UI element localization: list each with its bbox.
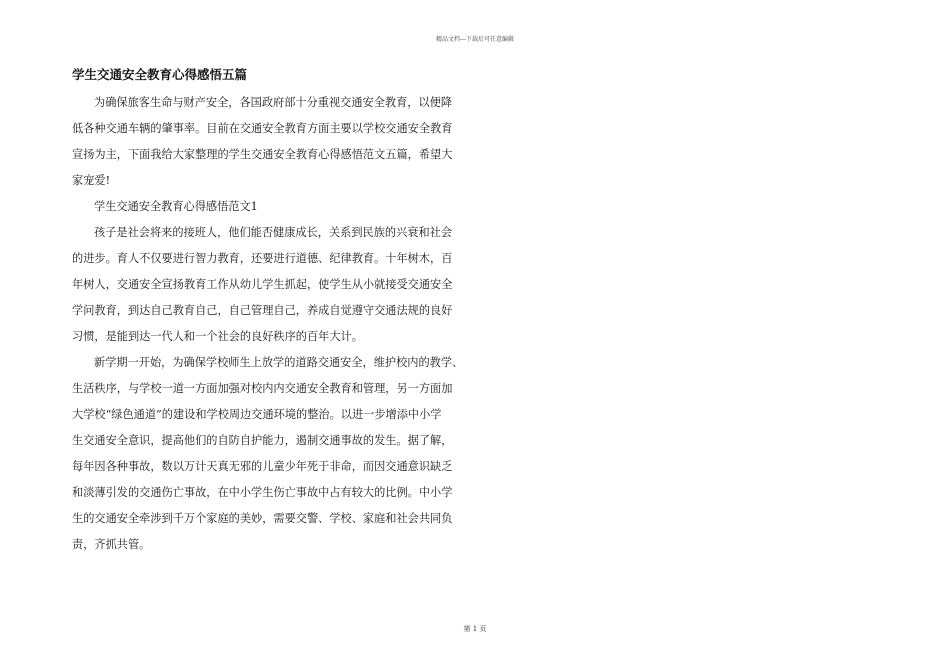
paragraph-line: 宣扬为主，下面我给大家整理的学生交通安全教育心得感悟范文五篇，希望大 [72,148,453,161]
paragraph-line: 每年因各种事故，数以万计天真无邪的儿童少年死于非命，而因交通意识缺乏 [72,460,453,473]
intro-paragraph [72,90,464,194]
paragraph-line: 习惯，是能到达一代人和一个社会的良好秩序的百年大计。 [72,330,363,343]
document-title: 学生交通安全教育心得感悟五篇 [72,67,248,82]
body-paragraph-2 [72,350,464,558]
section-heading: 学生交通安全教育心得感悟范文1 [94,200,258,213]
paragraph-line: 生交通安全意识，提高他们的自防自护能力，遏制交通事故的发生。据了解， [72,434,453,447]
paragraph-line: 为确保旅客生命与财产安全，各国政府部十分重视交通安全教育，以便降 [94,96,453,109]
section-heading-paragraph [72,194,464,220]
body-paragraph-1 [72,220,464,350]
paragraph-line: 生活秩序，与学校一道一方面加强对校内内交通安全教育和管理，另一方面加 [72,382,453,395]
paragraph-line: 新学期一开始，为确保学校师生上放学的道路交通安全，维护校内的教学、 [94,356,464,369]
document-body [72,66,464,558]
paragraph-line: 学问教育，到达自己教育自己，自己管理自己，养成自觉遵守交通法规的良好 [72,304,453,317]
paragraph-line: 孩子是社会将来的接班人，他们能否健康成长，关系到民族的兴衰和社会 [94,226,453,239]
paragraph-line: 低各种交通车辆的肇事率。目前在交通安全教育方面主要以学校交通安全教育 [72,122,453,135]
paragraph-line: 生的交通安全牵涉到千万个家庭的美妙，需要交警、学校、家庭和社会共同负 [72,512,453,525]
paragraph-line: 大学校“绿色通道”的建设和学校周边交通环境的整治。以进一步增添中小学 [72,408,442,421]
page-number: 第 1 页 [463,625,487,633]
paragraph-line: 和淡薄引发的交通伤亡事故，在中小学生伤亡事故中占有较大的比例。中小学 [72,486,453,499]
header-note: 精品文档---下载后可任意编辑 [435,36,515,43]
paragraph-line: 责，齐抓共管。 [72,538,151,551]
paragraph-line: 的进步。育人不仅要进行智力教育，还要进行道德、纪律教育。十年树木，百 [72,252,453,265]
paragraph-line: 年树人，交通安全宣扬教育工作从幼儿学生抓起，使学生从小就接受交通安全 [72,278,453,291]
paragraph-line: 家宠爱! [72,174,111,187]
